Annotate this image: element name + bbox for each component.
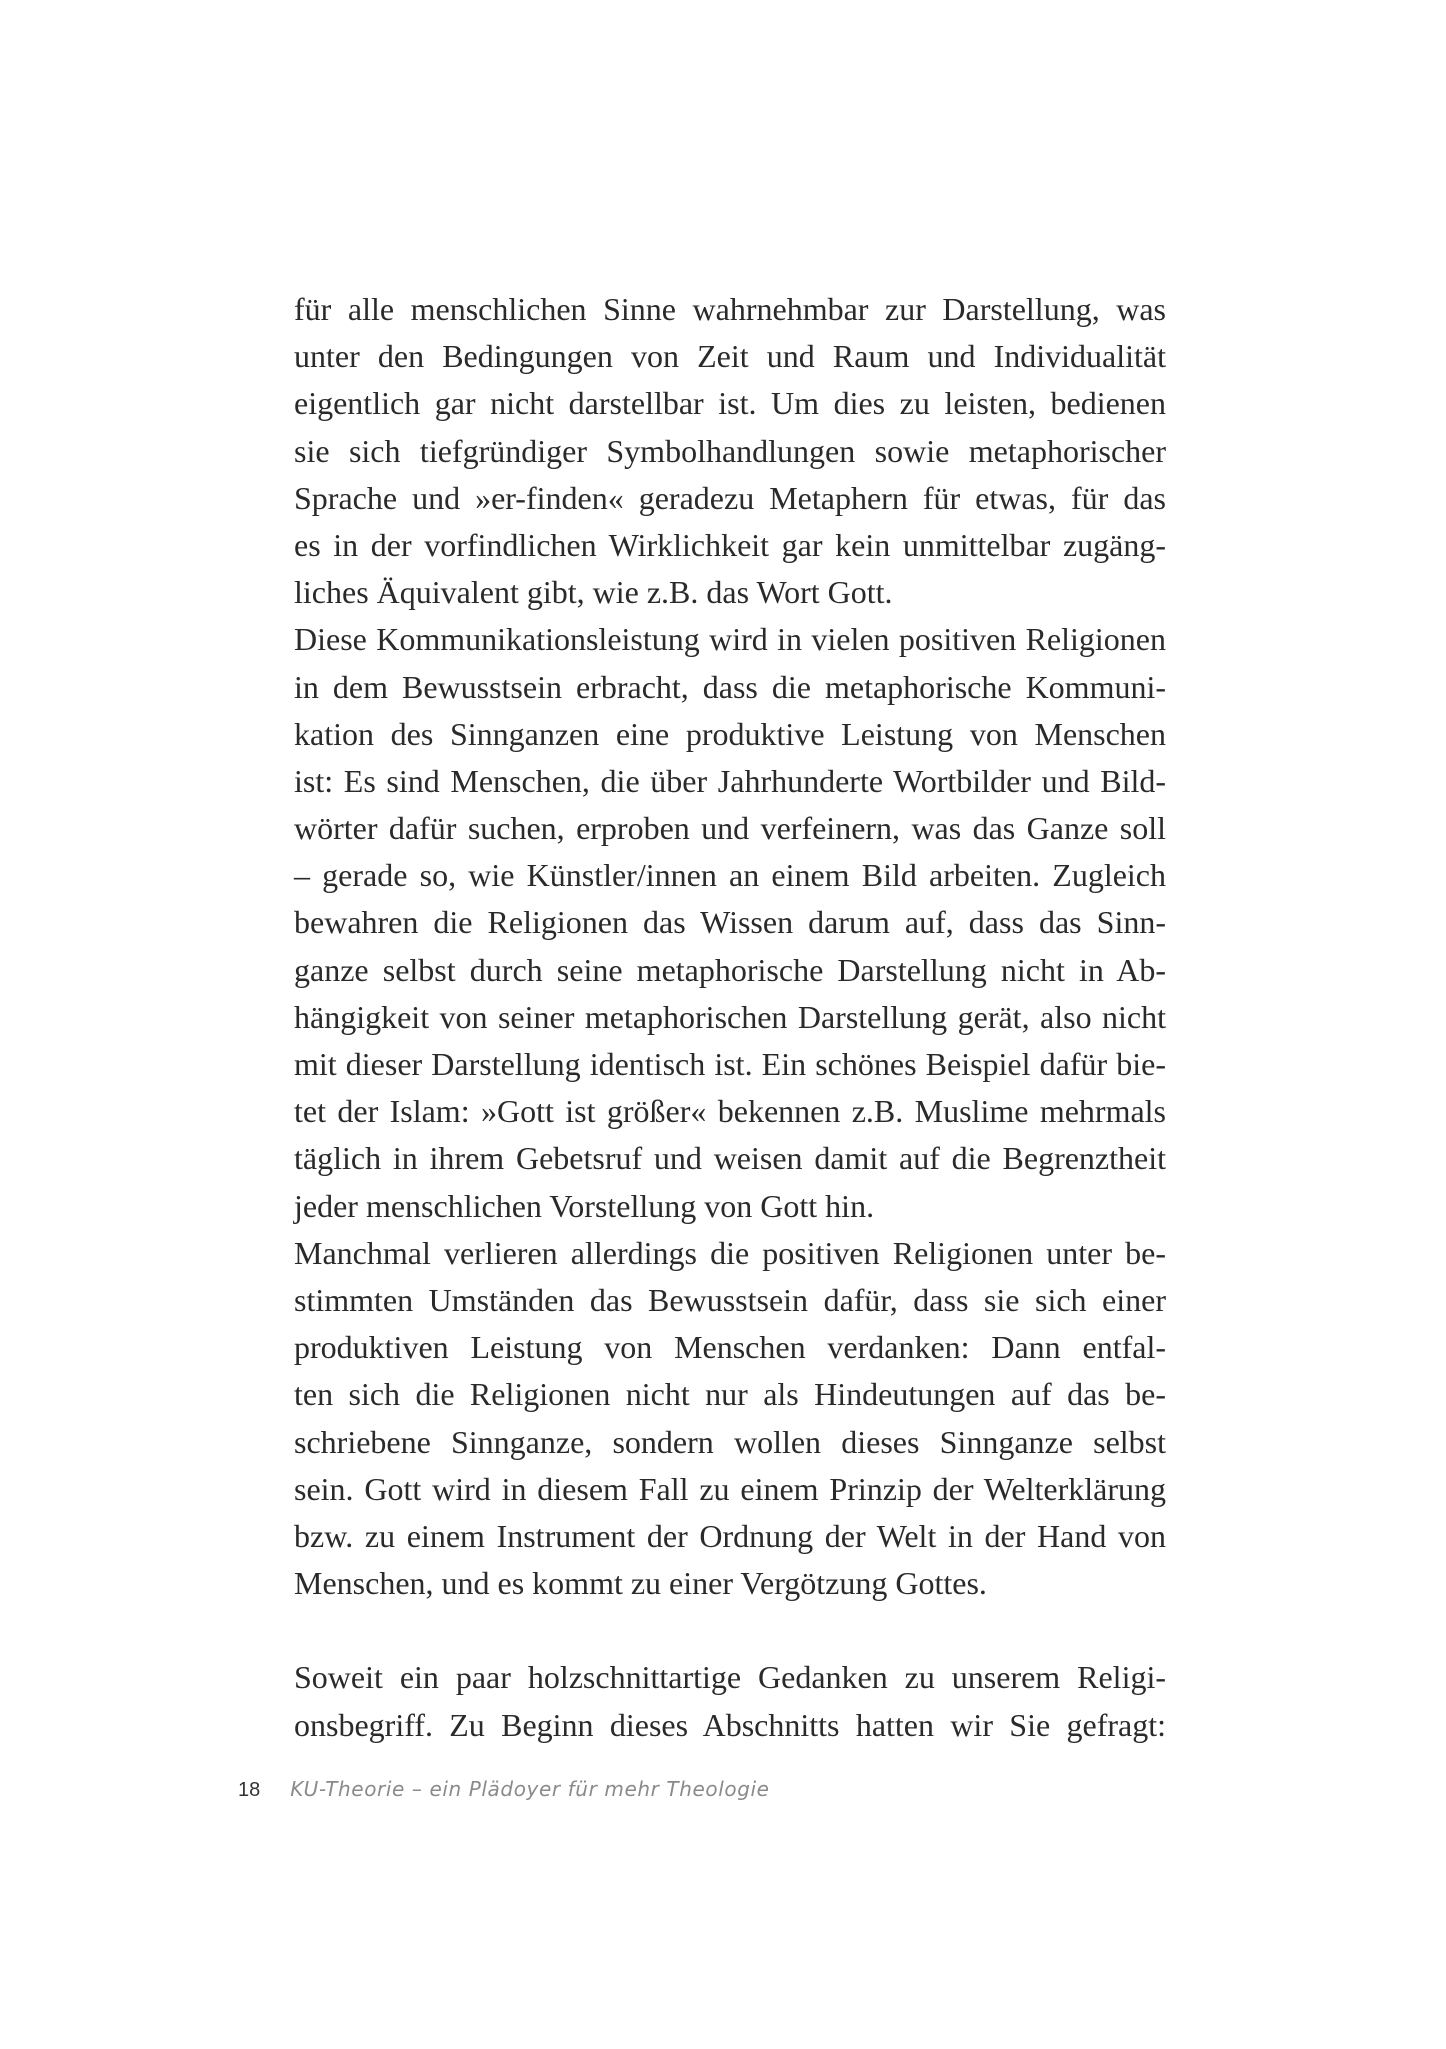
text-line: bewahren die Religionen das Wissen darum auf, dass das Sinn- — [294, 904, 1166, 941]
text-line: schriebene Sinnganze, sondern wollen dieses Sinnganze selbst — [294, 1423, 1166, 1460]
text-line: Menschen, und es kommt zu einer Vergötzung Gottes. — [294, 1565, 987, 1602]
body-text — [294, 286, 1166, 1749]
text-line: Sprache und »er-finden« geradezu Metaphern für etwas, für das — [294, 479, 1166, 516]
text-line: stimmten Umständen das Bewusstsein dafür, dass sie sich einer — [294, 1281, 1166, 1318]
text-line: produktiven Leistung von Menschen verdanken: Dann entfal- — [294, 1329, 1166, 1366]
text-line: Manchmal verlieren allerdings die positiven Religionen unter be- — [294, 1234, 1166, 1271]
paragraph — [294, 616, 1166, 1229]
text-line: – gerade so, wie Künstler/innen an einem Bild arbeiten. Zugleich — [294, 857, 1166, 894]
text-line: eigentlich gar nicht darstellbar ist. Um dies zu leisten, bedienen — [294, 385, 1166, 422]
text-line: wörter dafür suchen, erproben und verfeinern, was das Ganze soll — [294, 810, 1166, 847]
text-line: kation des Sinnganzen eine produktive Leistung von Menschen — [294, 715, 1166, 752]
text-line: ganze selbst durch seine metaphorische Darstellung nicht in Ab- — [294, 951, 1166, 988]
text-line: ist: Es sind Menschen, die über Jahrhunderte Wortbilder und Bild- — [294, 762, 1166, 799]
text-line: sie sich tiefgründiger Symbolhandlungen sowie metaphorischer — [294, 432, 1166, 469]
paragraph-gap — [294, 1607, 1166, 1654]
text-line: liches Äquivalent gibt, wie z.B. das Wort Gott. — [294, 574, 893, 611]
text-line: onsbegriff. Zu Beginn dieses Abschnitts hatten wir Sie gefragt: — [294, 1706, 1166, 1743]
text-line: sein. Gott wird in diesem Fall zu einem Prinzip der Welterklärung — [294, 1470, 1166, 1507]
page-number: 18 — [238, 1779, 261, 1801]
text-line: hängigkeit von seiner metaphorischen Darstellung gerät, also nicht — [294, 998, 1166, 1035]
paragraph — [294, 286, 1166, 616]
text-line: täglich in ihrem Gebetsruf und weisen damit auf die Begrenztheit — [294, 1140, 1166, 1177]
text-line: tet der Islam: »Gott ist größer« bekennen z.B. Muslime mehrmals — [294, 1093, 1166, 1130]
text-line: unter den Bedingungen von Zeit und Raum und Individualität — [294, 338, 1166, 375]
text-line: ten sich die Religionen nicht nur als Hindeutungen auf das be- — [294, 1376, 1166, 1413]
text-line: in dem Bewusstsein erbracht, dass die metaphorische Kommuni- — [294, 668, 1166, 705]
text-line: Soweit ein paar holzschnittartige Gedanken zu unserem Religi- — [294, 1659, 1166, 1696]
text-line: es in der vorfindlichen Wirklichkeit gar kein unmittelbar zugäng- — [294, 526, 1166, 563]
text-line: Diese Kommunikationsleistung wird in vielen positiven Religionen — [294, 621, 1166, 658]
running-title: KU-Theorie – ein Plädoyer für mehr Theologie — [290, 1777, 770, 1801]
text-line: für alle menschlichen Sinne wahrnehmbar zur Darstellung, was — [294, 291, 1166, 327]
paragraph — [294, 1230, 1166, 1608]
page-footer — [238, 1772, 770, 1806]
paragraph — [294, 1654, 1166, 1748]
text-line: jeder menschlichen Vorstellung von Gott hin. — [294, 1187, 875, 1224]
text-line: mit dieser Darstellung identisch ist. Ein schönes Beispiel dafür bie- — [294, 1046, 1166, 1082]
text-line: bzw. zu einem Instrument der Ordnung der Welt in der Hand von — [294, 1517, 1166, 1554]
